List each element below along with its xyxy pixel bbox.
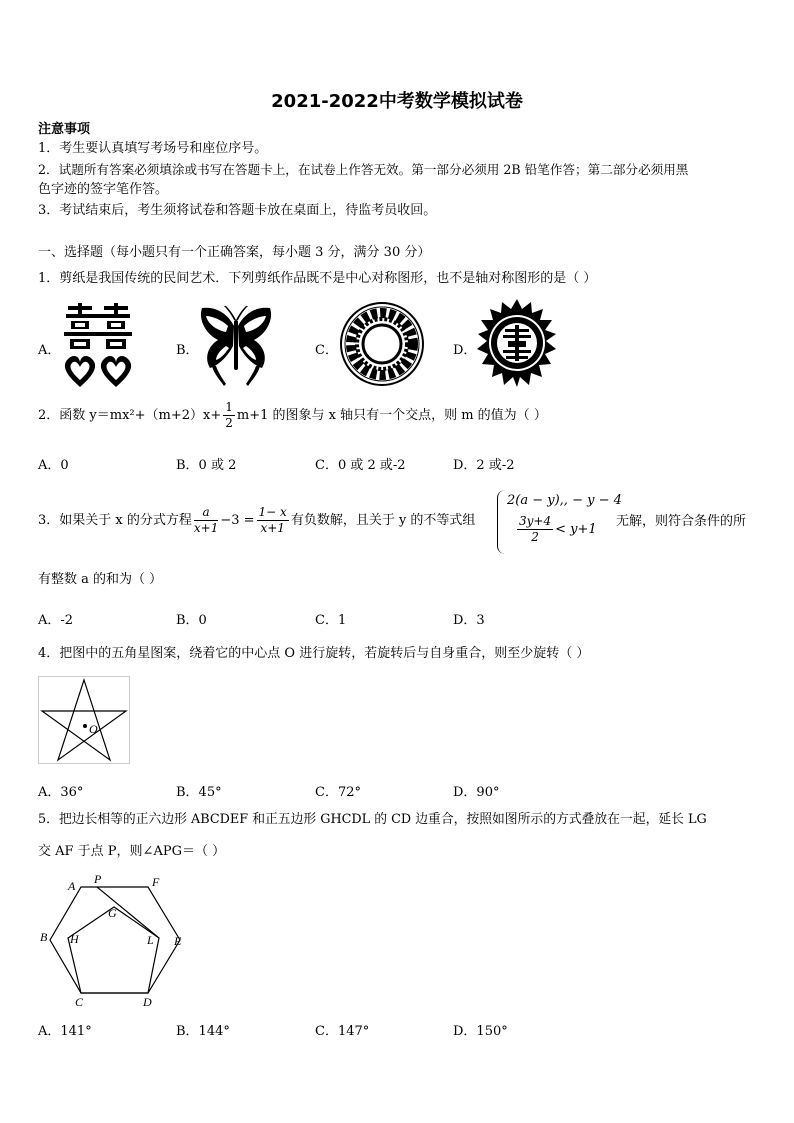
q5-stem-line1: 5．把边长相等的正六边形 ABCDEF 和正五边形 GHCDL 的 CD 边重合，按照如图所示的方式叠放在一起，延长 LG xyxy=(38,812,707,827)
q3-frac1-num: a xyxy=(194,505,218,521)
q3-system-line1: 2(a − y),, − y − 4 xyxy=(507,493,622,508)
q5-option-c[interactable]: C．147° xyxy=(315,1024,370,1039)
label-a: A xyxy=(68,879,76,893)
label-p: P xyxy=(94,872,102,886)
star-center-label: O xyxy=(89,722,98,736)
q3-option-a[interactable]: A．-2 xyxy=(38,613,74,628)
q2-option-b[interactable]: B．0 或 2 xyxy=(176,458,237,473)
q1-option-b[interactable]: B． xyxy=(176,343,199,358)
q3-stem-start: 3．如果关于 x 的分式方程 xyxy=(38,513,192,528)
q3-minus-three: −3 = xyxy=(220,513,255,528)
notes-line-1: 1．考生要认真填写考场号和座位序号。 xyxy=(38,141,268,156)
label-d: D xyxy=(143,995,152,1009)
hexagon-pentagon-figure xyxy=(38,870,198,1010)
q3-sys-frac-num: 3y+4 xyxy=(519,514,552,528)
q3-sys-line2-tail: < y+1 xyxy=(555,522,597,537)
notes-heading: 注意事项 xyxy=(38,122,91,137)
sun-medallion-papercut-icon xyxy=(476,299,558,387)
notes-line-2b: 色字迹的签字笔作答。 xyxy=(38,182,169,197)
q3-system-line2 xyxy=(515,514,597,545)
label-h: H xyxy=(70,932,79,946)
circular-lace-papercut-icon xyxy=(339,301,425,387)
label-c: C xyxy=(75,995,84,1009)
q5-option-b[interactable]: B．144° xyxy=(176,1024,230,1039)
q5-option-d[interactable]: D．150° xyxy=(453,1024,508,1039)
q2-stem-start: 2．函数 y＝mx²+（m+2）x+ xyxy=(38,408,222,423)
q3-option-b[interactable]: B．0 xyxy=(176,613,207,628)
page-title: 2021-2022中考数学模拟试卷 xyxy=(271,91,523,112)
q3-sys-frac-den: 2 xyxy=(531,530,539,544)
q5-stem-line2: 交 AF 于点 P，则∠APG＝（ ） xyxy=(38,844,226,859)
q1-stem: 1．剪纸是我国传统的民间艺术．下列剪纸作品既不是中心对称图形，也不是轴对称图形的是（ ） xyxy=(38,271,597,286)
q4-option-b[interactable]: B．45° xyxy=(176,785,222,800)
q2-option-a[interactable]: A．0 xyxy=(38,458,69,473)
q5-option-a[interactable]: A．141° xyxy=(38,1024,92,1039)
q3-option-c[interactable]: C．1 xyxy=(315,613,347,628)
label-f: F xyxy=(152,875,160,889)
q3-option-d[interactable]: D．3 xyxy=(453,613,485,628)
q3-frac2-den: x+1 xyxy=(260,521,285,535)
label-l: L xyxy=(147,933,154,947)
q3-stem-tail: 无解，则符合条件的所 xyxy=(616,514,747,529)
label-g: G xyxy=(108,906,117,920)
q4-option-a[interactable]: A．36° xyxy=(38,785,84,800)
q2-option-c[interactable]: C．0 或 2 或-2 xyxy=(315,458,406,473)
section-heading: 一、选择题（每小题只有一个正确答案，每小题 3 分，满分 30 分） xyxy=(38,245,431,260)
q3-frac2-num: 1− x xyxy=(258,505,287,519)
q3-system-brace xyxy=(497,490,506,554)
notes-line-3: 3．考试结束后，考生须将试卷和答题卡放在桌面上，待监考员收回。 xyxy=(38,203,437,218)
q4-option-d[interactable]: D．90° xyxy=(453,785,500,800)
q3-stem-mid: 有负数解，且关于 y 的不等式组 xyxy=(290,513,476,528)
q2-option-d[interactable]: D．2 或-2 xyxy=(453,458,515,473)
label-e: E xyxy=(174,934,182,948)
q1-option-a[interactable]: A． xyxy=(38,343,61,358)
q3-stem-line1 xyxy=(38,505,475,536)
q3-stem-line2: 有整数 a 的和为（ ） xyxy=(38,572,163,587)
q1-option-d[interactable]: D． xyxy=(453,343,477,358)
butterfly-papercut-icon xyxy=(198,306,274,386)
q3-frac1-den: x+1 xyxy=(193,521,219,535)
double-happiness-papercut-icon xyxy=(62,303,134,387)
notes-line-2a: 2．试题所有答案必须填涂或书写在答题卡上，在试卷上作答无效。第一部分必须用 2B 铅笔作答；第二部分必须用黑 xyxy=(38,162,689,177)
label-b: B xyxy=(40,930,48,944)
q1-option-c[interactable]: C． xyxy=(315,343,338,358)
q2-frac-num: 1 xyxy=(225,400,233,414)
q2-stem xyxy=(38,400,547,431)
q2-stem-end: m+1 的图象与 x 轴只有一个交点，则 m 的值为（ ） xyxy=(236,408,547,423)
q4-option-c[interactable]: C．72° xyxy=(315,785,361,800)
q2-frac-den: 2 xyxy=(225,416,233,430)
star-figure xyxy=(38,676,130,764)
q4-stem: 4．把图中的五角星图案，绕着它的中心点 O 进行旋转，若旋转后与自身重合，则至少旋转（ ） xyxy=(38,646,590,661)
